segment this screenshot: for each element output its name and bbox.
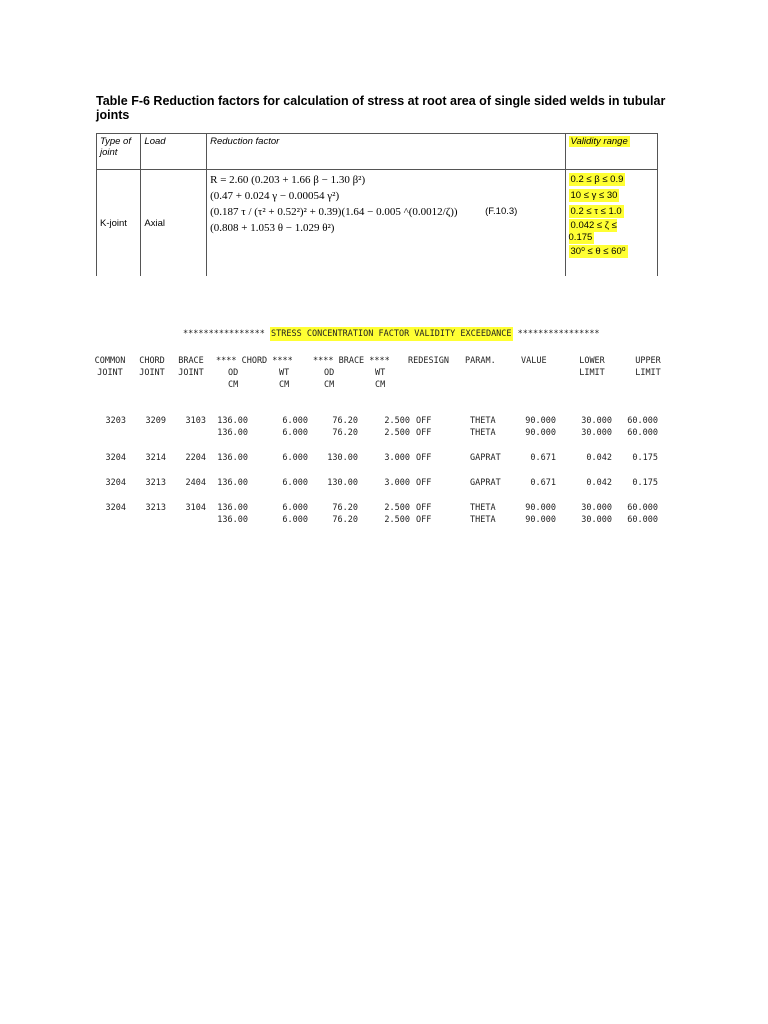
validity-tau: 0.2 ≤ τ ≤ 1.0	[570, 206, 622, 217]
cell-validity-range	[565, 170, 657, 277]
col-brace-od: OD CM	[324, 368, 335, 390]
table-row: 3204 3213 3104 136.00 6.000 76.20 2.500 OFF THETA 90.000 30.000 60.000	[105, 503, 658, 513]
cell-load: Axial	[141, 170, 207, 277]
formula-line-2: (0.47 + 0.024 γ − 0.00054 γ²)	[210, 190, 340, 202]
validity-theta: 30⁰ ≤ θ ≤ 60⁰	[570, 246, 626, 257]
col-common-joint: COMMON JOINT	[94, 356, 126, 378]
banner-title: STRESS CONCENTRATION FACTOR VALIDITY EXCEEDANCE	[271, 329, 512, 339]
col-redesign: REDESIGN	[408, 356, 449, 366]
header-validity-range: Validity range	[565, 134, 657, 170]
col-brace-group: **** BRACE ****	[313, 356, 390, 366]
validity-gamma: 10 ≤ γ ≤ 30	[570, 190, 618, 201]
col-lower-limit: LOWER LIMIT	[579, 356, 605, 378]
validity-beta: 0.2 ≤ β ≤ 0.9	[570, 174, 624, 185]
col-chord-joint: CHORD JOINT	[139, 356, 165, 378]
table-row: 136.00 6.000 76.20 2.500 OFF THETA 90.000 30.000 60.000	[217, 515, 658, 525]
col-param: PARAM.	[465, 356, 496, 366]
cell-joint-type: K-joint	[97, 170, 141, 277]
table-title: Table F-6 Reduction factors for calculation of stress at root area of single sided welds in tubular joints	[96, 94, 666, 122]
formula-line-1: R = 2.60 (0.203 + 1.66 β − 1.30 β²)	[210, 174, 366, 186]
col-upper-limit: UPPER LIMIT	[635, 356, 661, 378]
col-brace-wt: WT CM	[375, 368, 386, 390]
table-row: 136.00 6.000 76.20 2.500 OFF THETA 90.000 30.000 60.000	[217, 428, 658, 438]
col-chord-group: **** CHORD ****	[216, 356, 293, 366]
table-row: 3204 3214 2204 136.00 6.000 130.00 3.000 OFF GAPRAT 0.671 0.042 0.175	[105, 453, 658, 463]
report-banner: **************** STRESS CONCENTRATION FACTOR VALIDITY EXCEEDANCE ****************	[183, 329, 600, 339]
formula-line-4: (0.808 + 1.053 θ − 1.029 θ²)	[210, 222, 335, 234]
col-chord-od: OD CM	[228, 368, 239, 390]
cell-formula	[207, 170, 565, 277]
col-brace-joint: BRACE JOINT	[178, 356, 204, 378]
col-chord-wt: WT CM	[279, 368, 290, 390]
formula-line-3: (0.187 τ / (τ² + 0.52²)² + 0.39)(1.64 − 0.005 ^(0.0012/ζ))	[210, 206, 458, 218]
report-column-headers	[92, 355, 672, 395]
col-value: VALUE	[521, 356, 547, 366]
header-reduction-factor: Reduction factor	[207, 134, 565, 170]
report-rows	[92, 416, 672, 527]
header-load: Load	[141, 134, 207, 170]
reduction-factor-table	[96, 133, 658, 276]
table-row: 3204 3213 2404 136.00 6.000 130.00 3.000 OFF GAPRAT 0.671 0.042 0.175	[105, 478, 658, 488]
formula-reference: (F.10.3)	[485, 206, 518, 217]
validity-zeta: 0.042 ≤ ζ ≤ 0.175	[568, 220, 617, 243]
table-row: 3203 3209 3103 136.00 6.000 76.20 2.500 OFF THETA 90.000 30.000 60.000	[105, 416, 658, 426]
header-type-of-joint: Type of joint	[97, 134, 141, 170]
